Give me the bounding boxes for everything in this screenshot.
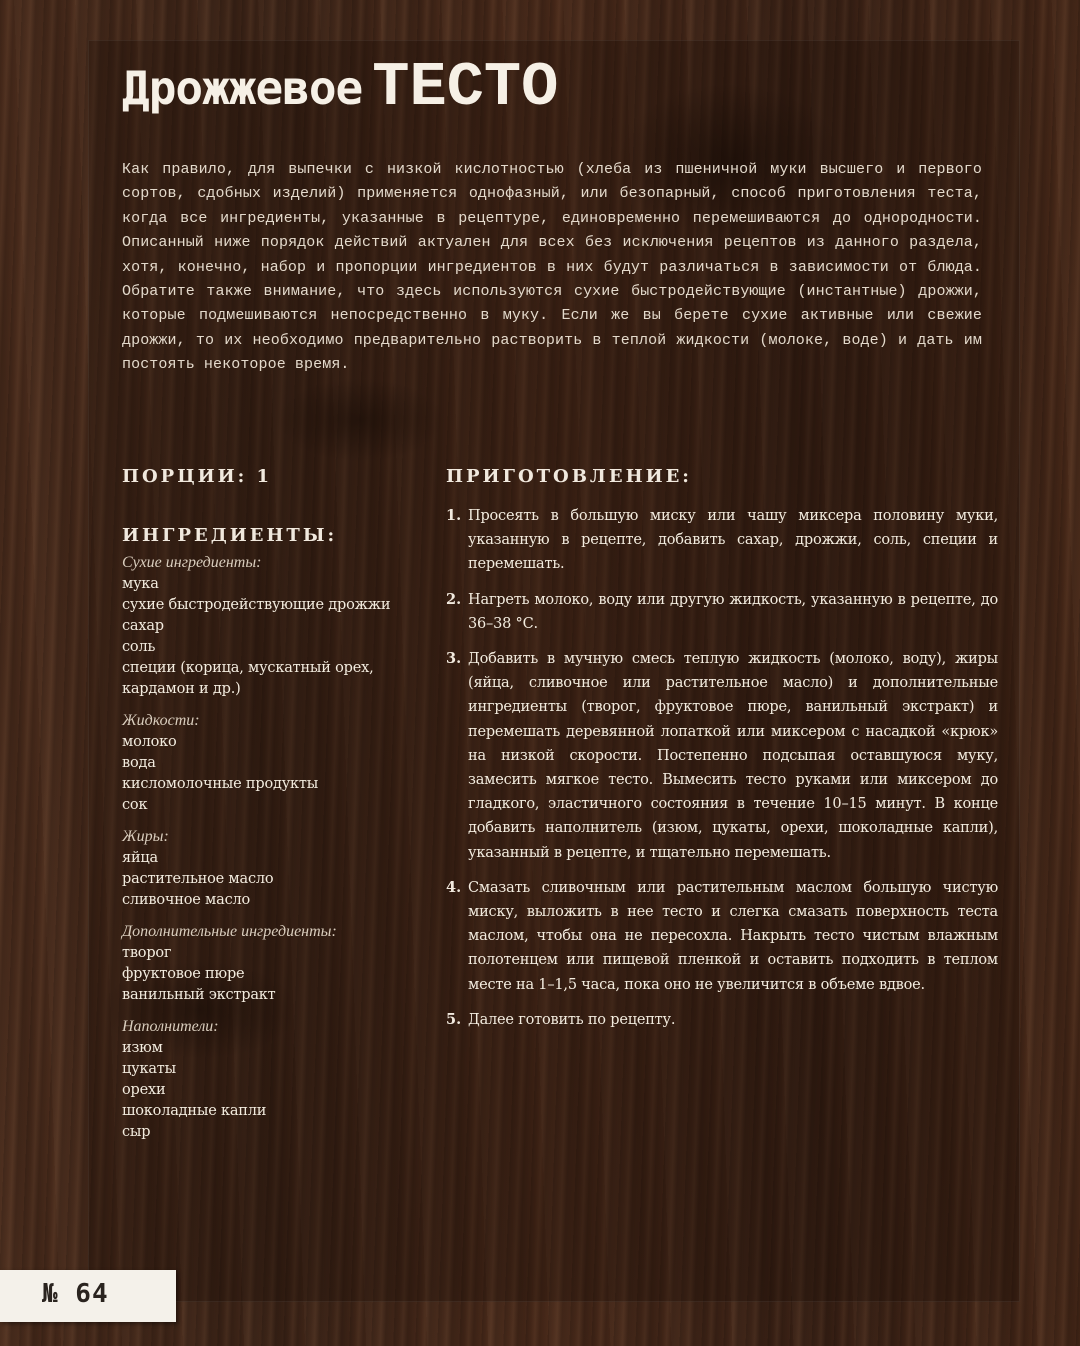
page-title [122,52,558,123]
preparation-step [446,876,998,997]
ingredient-group-title: Наполнители: [122,1018,219,1035]
ingredient-item: творог [122,945,172,961]
step-number: 2. [446,590,462,608]
ingredient-group [122,552,422,700]
ingredients-heading: ИНГРЕДИЕНТЫ: [122,525,338,546]
ingredient-item: цукаты [122,1061,176,1077]
title-part2: ТЕСТО [372,52,559,123]
ingredient-item: сахар [122,618,164,634]
step-text: Просеять в большую миску или чашу миксера половину муки, указанную в рецепте, добавить сахар, дрожжи, соль, специи и перемешать. [468,508,998,573]
ingredient-group [122,826,422,911]
preparation-heading: ПРИГОТОВЛЕНИЕ: [446,466,692,487]
intro-paragraph: Как правило, для выпечки с низкой кислотностью (хлеба из пшеничной муки высшего и первого сортов, сдобных изделий) применяется однофазный, или безопарный, способ приготовления теста, когда все ингредиенты, указанные в рецептуре, единовременно перемешиваются до однородности. Описанный ниже порядок действий актуален для всех без исключения рецептов из данного раздела, хотя, конечно, набор и пропорции ингредиентов в них будут различаться в зависимости от блюда. Обратите также внимание, что здесь используются сухие быстродействующие (инстантные) дрожжи, которые подмешиваются непосредственно в муку. Если же вы берете сухие активные или свежие дрожжи, то их необходимо предварительно растворить в теплой жидкости (молоке, воде) и дать им постоять некоторое время. [122,161,982,374]
step-number: 3. [446,650,462,668]
page-number: № 64 [42,1279,109,1309]
ingredient-item: изюм [122,1040,163,1056]
ingredients-column [122,466,422,1153]
step-text: Далее готовить по рецепту. [468,1011,676,1028]
step-number: 1. [446,507,462,524]
ingredient-group-title: Жиры: [122,828,169,845]
portions-label: ПОРЦИИ: 1 [122,466,273,487]
ingredient-group [122,921,422,1006]
ingredient-item: яйца [122,850,158,866]
ingredient-item: вода [122,755,156,771]
ingredient-group-title: Дополнительные ингредиенты: [122,923,337,940]
ingredient-item: орехи [122,1082,166,1098]
preparation-step [446,504,998,577]
preparation-column [446,466,998,1043]
preparation-step [446,588,998,636]
ingredient-group-title: Жидкости: [122,712,200,729]
ingredient-item: кисломолочные продукты [122,776,319,792]
step-text: Добавить в мучную смесь теплую жидкость (молоко, воду), жиры (яйца, сливочное или растительное масло) и дополнительные ингредиенты (творог, фруктовое пюре, ванильный экстракт) и перемешать деревянной лопаткой или миксером с насадкой «крюк» на низкой скорости. Постепенно подсыпая оставшуюся муку, замесить мягкое тесто. Вымесить тесто руками или миксером до гладкого, эластичного состояния в течение 10–15 минут. В конце добавить наполнитель (изюм, цукаты, орехи, шоколадные капли), указанный в рецепте, и тщательно перемешать. [468,651,998,861]
preparation-step [446,1008,998,1032]
ingredient-item: молоко [122,734,177,750]
step-text: Смазать сливочным или растительным маслом большую чистую миску, выложить в нее тесто и слегка смазать поверхность теста маслом, чтобы она не пересохла. Накрыть тесто чистым влажным полотенцем или пищевой пленкой и оставить подходить в теплом месте на 1–1,5 часа, пока оно не увеличится в объеме вдвое. [468,879,998,993]
ingredient-item: шоколадные капли [122,1103,267,1119]
ingredient-group [122,1016,422,1143]
ingredient-item: сыр [122,1124,151,1140]
title-part1: Дрожжевое [122,61,363,115]
ingredient-item: фруктовое пюре [122,966,245,982]
step-text: Нагреть молоко, воду или другую жидкость, указанную в рецепте, до 36–38 °С. [468,591,998,632]
ingredient-item: растительное масло [122,871,274,887]
step-list [446,504,998,1032]
ingredient-group-title: Сухие ингредиенты: [122,554,262,571]
ingredient-item: сухие быстродействующие дрожжи [122,597,391,613]
ingredient-item: мука [122,576,159,592]
ingredient-group [122,710,422,816]
ingredient-list [122,552,422,1143]
ingredient-item: специи (корица, мускатный орех, кардамон и др.) [122,660,374,697]
ingredient-item: сок [122,797,148,813]
preparation-step [446,647,998,865]
ingredient-item: соль [122,639,156,655]
step-number: 4. [446,878,462,896]
ingredient-item: сливочное масло [122,892,251,908]
ingredient-item: ванильный экстракт [122,987,276,1003]
step-number: 5. [446,1010,462,1028]
